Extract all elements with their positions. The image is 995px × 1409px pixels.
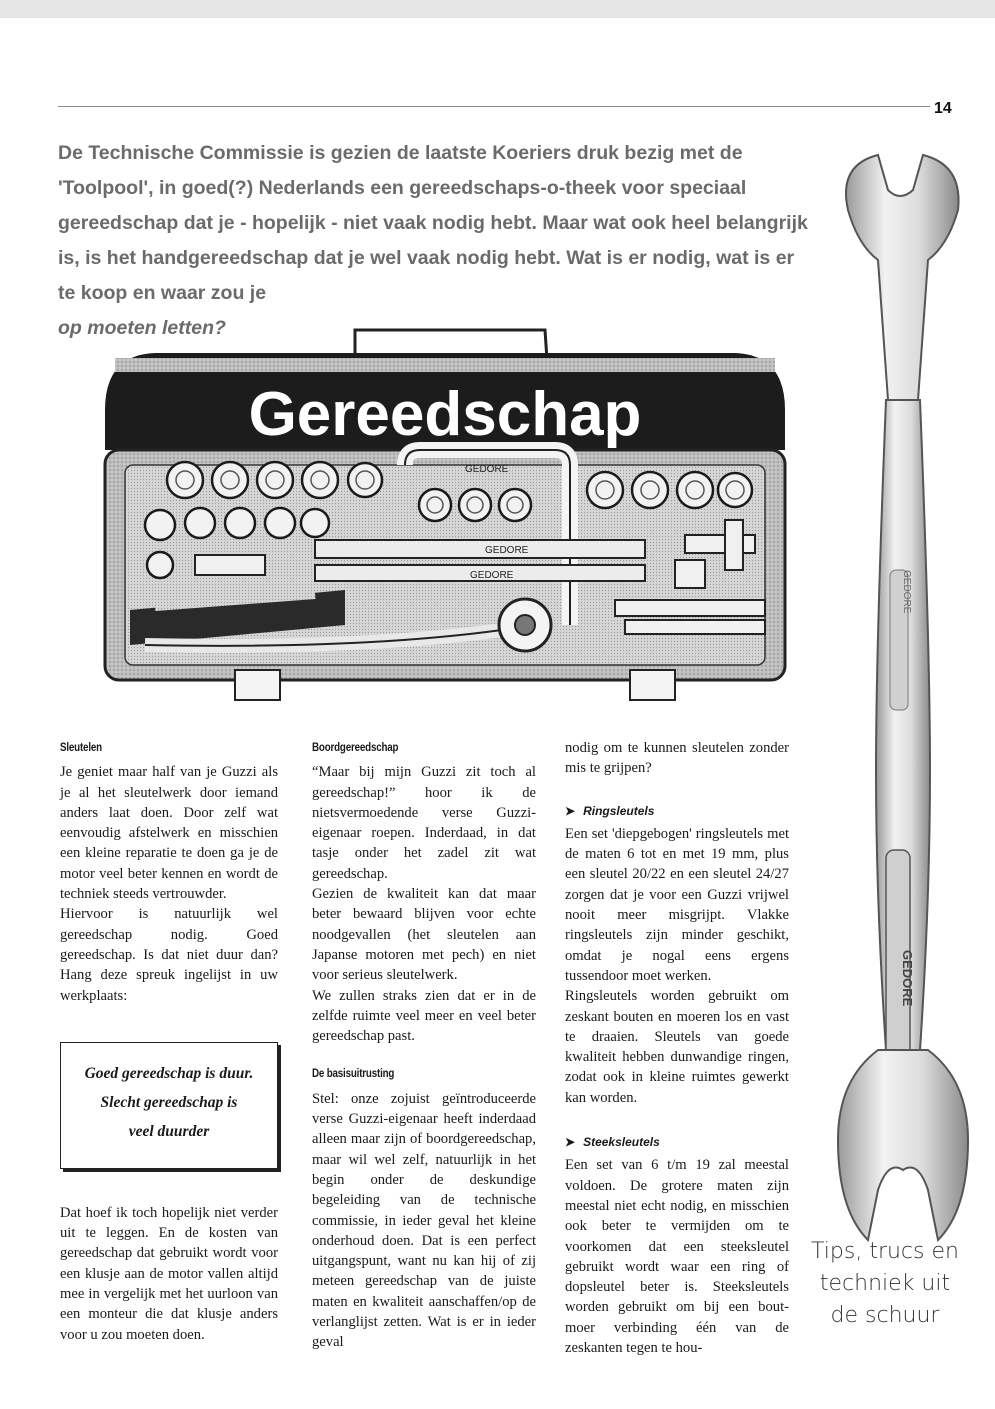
arrow-icon: ➤ [565, 1135, 576, 1150]
col3-p4: Een set van 6 t/m 19 zal meestal voldoen. De grotere maten zijn meestal niet echt nodig, en misschien ook beter te vermijden om te voorkomen dat een steeksleutel gebruikt wordt waar een ring of dopsleutel beter is. Steeksleutels worden gebruikt om bij een bout-moer verbinding één van de zeskanten tegen te hou- [565, 1157, 789, 1357]
toolbox-illustration [85, 325, 805, 710]
tagline-line-1: Tips, trucs en [811, 1239, 959, 1264]
column-2 [312, 738, 536, 1353]
col2-p4: Stel: onze zojuist geïntroduceerde verse Guzzi-eigenaar heeft inderdaad alleen maar zijn of boordgereedschap, maar wil wel zelf, natuurlijk in het begin onder de deskundige begeleiding van de technische commissie, in ieder geval het kleine onderhoud doen. Dat is een perfect uitgangspunt, want nu kan hij of zij meteen gereedschap van de juiste maten en kwaliteit aanschaffen/op de verlanglijst zetten. Wat is er in ieder geval [312, 1090, 536, 1351]
heading-basisuitrusting: De basisuitrusting [312, 1068, 395, 1081]
tagline-line-2: techniek uit [819, 1271, 951, 1296]
hero-title: Gereedschap [248, 380, 642, 449]
scan-edge [0, 0, 995, 18]
brand-label-3: GEDORE [470, 570, 514, 581]
heading-ringsleutels [565, 801, 789, 821]
col2-p1: “Maar bij mijn Guzzi zit toch al gereedschap!” hoor ik de nietsvermoedende verse Guzzi-eigenaar roepen. Inderdaad, in dat tasje onder het zadel zit wat gereedschap. [312, 764, 536, 882]
intro-paragraph [58, 136, 808, 346]
heading-boordgereedschap: Boordgereedschap [312, 742, 399, 754]
col2-p2: Gezien de kwaliteit kan dat maar beter bewaard blijven voor echte noodgevallen (het sleutelen aan Japanse motoren met pech) en niet voor serieus sleutelwerk. [312, 886, 536, 984]
wrench-brand-label-1: GEDORE [901, 570, 912, 614]
heading-ringsleutels-text: Ringsleutels [583, 803, 655, 818]
col2-p3: We zullen straks zien dat er in de zelfde ruimte veel meer en veel beter gereedschap past. [312, 987, 536, 1045]
quote-box [60, 1042, 278, 1169]
brand-label-1: GEDORE [465, 464, 509, 475]
wrench-icon [818, 150, 988, 1250]
brand-label-2: GEDORE [485, 545, 529, 556]
wrench-brand-label-2: GEDORE [900, 950, 915, 1007]
tagline [790, 1236, 980, 1332]
col3-p1: nodig om te kunnen sleutelen zonder mis te grijpen? [565, 740, 789, 777]
intro-text: De Technische Commissie is gezien de laatste Koeriers druk bezig met de 'Toolpool', in goed(?) Nederlands een gereedschaps-o-theek voor speciaal gereedschap dat je - hopelijk - niet vaak nodig hebt. Maar wat ook heel belangrijk is, is het handgereedschap dat je wel vaak nodig hebt. Wat is er nodig, wat is er te koop en waar zou je [58, 142, 808, 304]
col1-p2: Hiervoor is natuurlijk wel gereedschap nodig. Goed gereedschap. Is dat niet duur dan? Hang deze spreuk ingelijst in uw werkplaats: [60, 906, 278, 1004]
column-1 [60, 738, 278, 1345]
quote-line-1: Goed gereedschap is duur. [84, 1064, 254, 1082]
col1-p3: Dat hoef ik toch hopelijk niet verder uit te leggen. En de kosten van gereedschap dat gebruikt wordt voor een klusje aan de motor vallen altijd mee in vergelijk met het uurloon van een monteur die dat klusje anders voor u zou moeten doen. [60, 1204, 278, 1343]
col3-p3: Ringsleutels worden gebruikt om zeskant bouten en moeren los en vast te draaien. Sleutels van goede kwaliteit hebben dunwandige ringen, zodat ook in kleine ruimtes gewerkt kan worden. [565, 988, 789, 1106]
column-3 [565, 738, 789, 1358]
heading-steeksleutels [565, 1132, 789, 1152]
col3-p2: Een set 'diepgebogen' ringsleutels met de maten 6 tot en met 19 mm, plus een sleutel 20/22 en een sleutel 24/27 zorgen dat je voor een Guzzi vrijwel nooit meer misgrijpt. Vlakke ringsleutels zijn minder geschikt, omdat je nogal eens ergens tussendoor moet werken. [565, 825, 789, 984]
quote-line-2: Slecht gereedschap is [100, 1093, 238, 1111]
header-rule [58, 106, 930, 107]
page-number: 14 [934, 100, 952, 117]
tagline-line-3: de schuur [830, 1303, 940, 1328]
col1-p1: Je geniet maar half van je Guzzi als je al het sleutelwerk door iemand anders laat doen. Door zelf wat eenvoudig afstelwerk en misschien een kleine reparatie te doen ga je de motor veel beter kennen en wordt de techniek steeds vertrouwder. [60, 764, 278, 903]
heading-steeksleutels-text: Steeksleutels [583, 1135, 660, 1150]
intro-tail: op moeten letten? [58, 317, 226, 339]
quote-line-3: veel duurder [128, 1122, 210, 1140]
heading-sleutelen: Sleutelen [60, 742, 102, 754]
arrow-icon: ➤ [565, 803, 576, 818]
